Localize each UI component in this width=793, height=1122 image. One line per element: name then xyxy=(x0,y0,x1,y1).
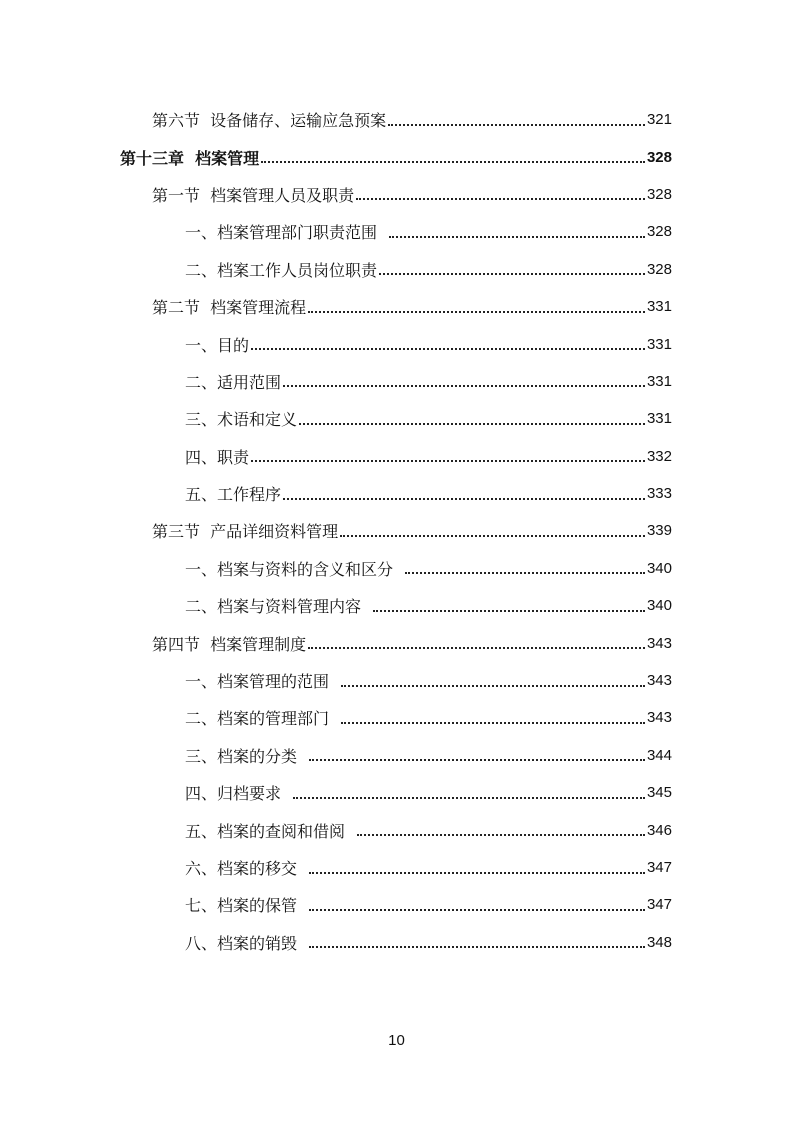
toc-dot-leader xyxy=(373,596,645,612)
toc-entry-page: 328 xyxy=(646,223,672,241)
toc-entry-label: 四、职责 xyxy=(185,447,250,467)
toc-dot-leader xyxy=(405,558,645,574)
toc-entry-page: 333 xyxy=(646,485,672,503)
toc-subsection-entry xyxy=(0,737,793,774)
toc-entry-label: 二、档案工作人员岗位职责 xyxy=(185,260,378,280)
toc-entry-label: 八、档案的销毁 xyxy=(185,933,308,953)
toc-dot-leader xyxy=(357,820,645,836)
toc-entry-label: 二、档案的管理部门 xyxy=(185,709,340,729)
toc-entry-label: 二、档案与资料管理内容 xyxy=(185,597,372,617)
toc-dot-leader xyxy=(309,895,645,911)
toc-entry-label: 三、档案的分类 xyxy=(185,746,308,766)
toc-dot-leader xyxy=(309,932,645,948)
toc-entry-label: 六、档案的移交 xyxy=(185,859,308,878)
toc-section-entry xyxy=(0,101,793,138)
toc-entry-page: 328 xyxy=(646,260,672,278)
toc-entry-page: 344 xyxy=(646,746,672,764)
toc-chapter-entry xyxy=(0,138,793,175)
table-of-contents xyxy=(0,101,793,961)
toc-entry-label: 第三节 产品详细资料管理 xyxy=(152,522,339,542)
toc-entry-page: 321 xyxy=(646,111,672,129)
toc-subsection-entry xyxy=(0,213,793,250)
toc-subsection-entry xyxy=(0,886,793,923)
toc-entry-page: 340 xyxy=(646,597,672,615)
toc-entry-label: 第一节 档案管理人员及职责 xyxy=(152,185,355,205)
toc-subsection-entry xyxy=(0,699,793,736)
toc-entry-label: 第十三章 档案管理 xyxy=(120,148,260,168)
toc-subsection-entry xyxy=(0,924,793,961)
toc-subsection-entry xyxy=(0,550,793,587)
toc-dot-leader xyxy=(389,222,645,238)
toc-entry-label: 一、档案与资料的含义和区分 xyxy=(185,559,404,579)
toc-dot-leader xyxy=(388,110,645,126)
toc-entry-label: 第四节 档案管理制度 xyxy=(152,634,307,654)
toc-subsection-entry xyxy=(0,475,793,512)
toc-entry-label: 五、档案的查阅和借阅 xyxy=(185,821,356,841)
toc-entry-label: 五、工作程序 xyxy=(185,485,282,505)
toc-entry-page: 331 xyxy=(646,410,672,428)
toc-dot-leader xyxy=(379,259,645,275)
toc-dot-leader xyxy=(340,521,645,537)
toc-entry-page: 328 xyxy=(646,185,672,203)
toc-entry-label: 第二节 档案管理流程 xyxy=(152,298,307,318)
toc-dot-leader xyxy=(308,297,645,313)
toc-subsection-entry xyxy=(0,363,793,400)
toc-entry-label: 四、归档要求 xyxy=(185,784,292,804)
toc-dot-leader xyxy=(309,858,645,874)
toc-entry-label: 一、目的 xyxy=(185,335,250,355)
toc-entry-page: 328 xyxy=(646,148,672,166)
toc-dot-leader xyxy=(293,783,645,799)
toc-entry-page: 348 xyxy=(646,933,672,951)
toc-subsection-entry xyxy=(0,438,793,475)
toc-entry-page: 347 xyxy=(646,896,672,914)
toc-subsection-entry xyxy=(0,325,793,362)
toc-dot-leader xyxy=(341,708,645,724)
toc-dot-leader xyxy=(308,633,645,649)
toc-subsection-entry xyxy=(0,400,793,437)
toc-entry-label: 一、档案管理部门职责范围 xyxy=(185,223,388,243)
toc-subsection-entry xyxy=(0,251,793,288)
toc-dot-leader xyxy=(309,745,645,761)
toc-subsection-entry xyxy=(0,811,793,848)
toc-entry-page: 340 xyxy=(646,559,672,577)
toc-dot-leader xyxy=(261,147,645,163)
toc-dot-leader xyxy=(356,184,645,200)
toc-entry-label: 二、适用范围 xyxy=(185,372,282,392)
toc-entry-label: 七、档案的保管 xyxy=(185,896,308,916)
toc-entry-page: 343 xyxy=(646,709,672,727)
toc-entry-label: 第六节 设备储存、运输应急预案 xyxy=(152,111,387,131)
toc-entry-page: 347 xyxy=(646,859,672,876)
toc-entry-page: 332 xyxy=(646,447,672,465)
toc-entry-page: 346 xyxy=(646,821,672,839)
toc-subsection-entry xyxy=(0,774,793,811)
toc-entry-page: 343 xyxy=(646,634,672,652)
toc-subsection-entry xyxy=(0,662,793,699)
toc-entry-page: 345 xyxy=(646,784,672,802)
toc-section-entry xyxy=(0,288,793,325)
toc-entry-page: 343 xyxy=(646,672,672,690)
toc-dot-leader xyxy=(283,371,645,387)
toc-dot-leader xyxy=(251,334,645,350)
toc-entry-page: 331 xyxy=(646,298,672,316)
toc-dot-leader xyxy=(251,446,645,462)
toc-dot-leader xyxy=(283,484,645,500)
toc-entry-label: 三、术语和定义 xyxy=(185,410,298,430)
toc-section-entry xyxy=(0,176,793,213)
toc-dot-leader xyxy=(299,409,645,425)
toc-entry-page: 339 xyxy=(646,522,672,540)
toc-entry-label: 一、档案管理的范围 xyxy=(185,672,340,692)
toc-entry-page: 331 xyxy=(646,372,672,390)
toc-subsection-entry xyxy=(0,587,793,624)
toc-subsection-entry xyxy=(0,849,793,886)
toc-section-entry xyxy=(0,624,793,661)
page-number: 10 xyxy=(388,1032,405,1049)
toc-entry-page: 331 xyxy=(646,335,672,353)
toc-dot-leader xyxy=(341,671,645,687)
toc-section-entry xyxy=(0,512,793,549)
